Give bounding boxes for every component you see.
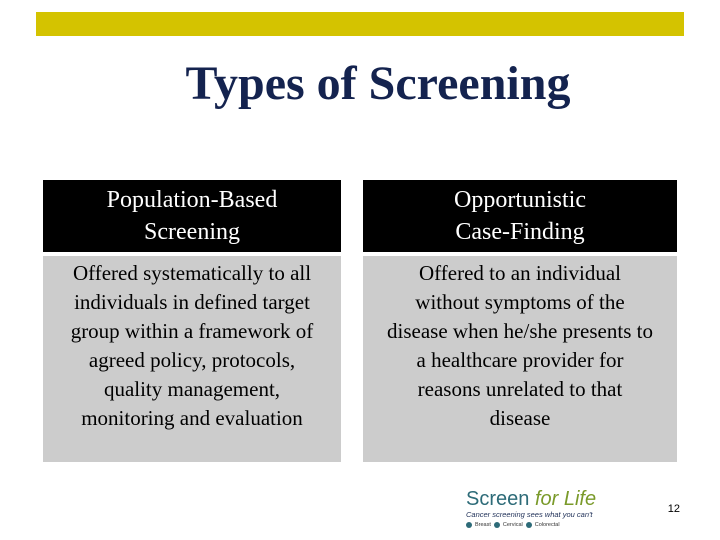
body-line: Offered systematically to all (72, 261, 312, 285)
body-line: without symptoms of the (415, 290, 625, 314)
body-line: individuals in defined target (74, 290, 310, 314)
body-line: agreed policy, protocols, (88, 348, 296, 372)
logo-tagline: Cancer screening sees what you can't (466, 510, 593, 519)
logo-cancer-list (466, 520, 626, 530)
breast-icon (466, 522, 472, 528)
logo-cancer-label: Cervical (502, 522, 523, 528)
body-line: Offered to an individual (419, 261, 621, 285)
page-number: 12 (667, 503, 680, 515)
logo-name-part1: Screen (466, 488, 535, 510)
logo-name-part2: for Life (534, 488, 597, 510)
cervical-icon (494, 522, 500, 528)
logo-cancer-label: Breast (475, 522, 491, 528)
header-line: Case-Finding (455, 219, 585, 245)
body-line: disease (489, 406, 551, 430)
slide-title: Types of Screening (185, 57, 571, 110)
body-line: monitoring and evaluation (81, 406, 303, 430)
body-line: a healthcare provider for (416, 348, 624, 372)
body-line: disease when he/she presents to (387, 319, 653, 343)
body-line: group within a framework of (70, 319, 314, 343)
column-body-population-based (43, 256, 341, 462)
logo-wordmark (466, 488, 626, 510)
screen-for-life-logo (466, 488, 626, 534)
logo-cancer-label: Colorectal (534, 522, 560, 528)
header-line: Population-Based (106, 187, 278, 213)
header-line: Opportunistic (454, 187, 586, 213)
header-line: Screening (144, 219, 240, 245)
column-header-population-based (43, 180, 341, 252)
colorectal-icon (526, 522, 532, 528)
body-line: quality management, (103, 377, 281, 401)
accent-bar (36, 12, 684, 36)
column-body-opportunistic (363, 256, 677, 462)
body-line: reasons unrelated to that (417, 377, 623, 401)
column-header-opportunistic (363, 180, 677, 252)
